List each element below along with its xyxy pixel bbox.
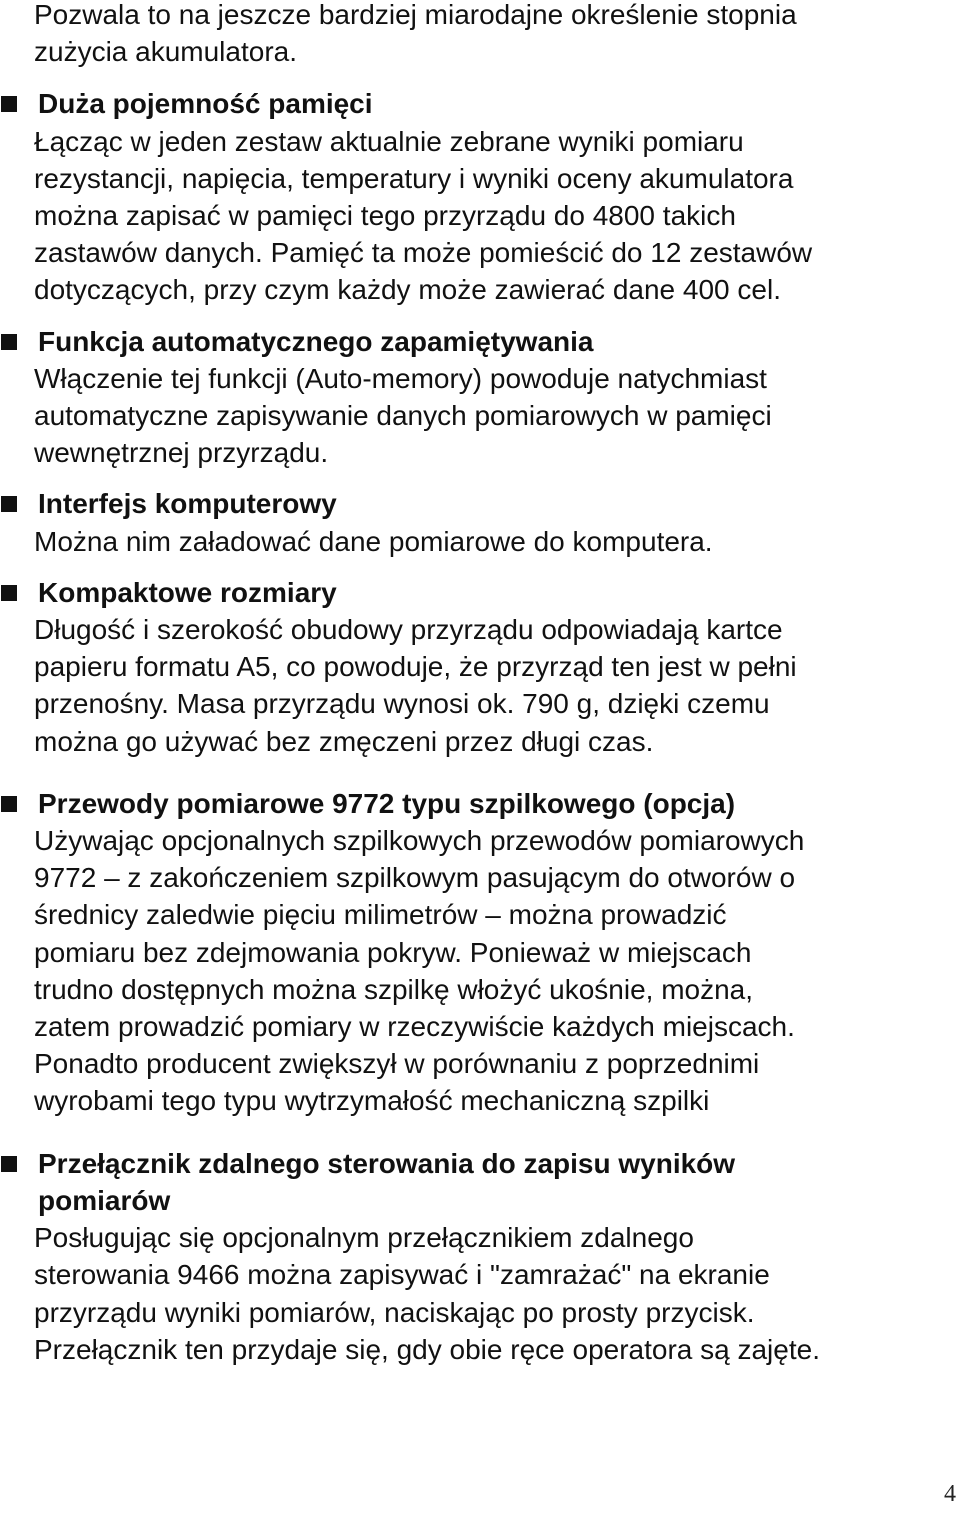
body-line: sterowania 9466 można zapisywać i "zamrażać" na ekranie — [34, 1259, 770, 1291]
body-line: przenośny. Masa przyrządu wynosi ok. 790 g, dzięki czemu — [34, 688, 770, 720]
body-line: zużycia akumulatora. — [34, 36, 298, 68]
feature-section-compact-size — [34, 574, 950, 760]
page-number: 4 — [944, 1481, 956, 1507]
body-line: trudno dostępnych można szpilkę włożyć ukośnie, można, — [34, 973, 754, 1005]
section-heading-text: Funkcja automatycznego zapamiętywania — [38, 325, 594, 357]
body-line: rezystancji, napięcia, temperatury i wyniki oceny akumulatora — [34, 162, 794, 194]
body-line: Włączenie tej funkcji (Auto-memory) powoduje natychmiast — [34, 362, 767, 394]
feature-section-memory-capacity — [34, 85, 950, 308]
section-heading-text: Duża pojemność pamięci — [38, 88, 373, 120]
feature-section-auto-memory — [34, 323, 950, 472]
section-heading-text: Przewody pomiarowe 9772 typu szpilkowego (opcja) — [38, 787, 736, 819]
body-line: Długość i szerokość obudowy przyrządu odpowiadają kartce — [34, 614, 783, 646]
body-line: automatyczne zapisywanie danych pomiarowych w pamięci — [34, 400, 772, 432]
section-heading — [34, 1145, 950, 1182]
body-line: zastawów danych. Pamięć ta może pomieścić do 12 zestawów — [34, 237, 813, 269]
body-line: Używając opcjonalnych szpilkowych przewodów pomiarowych — [34, 825, 805, 857]
intro-paragraph — [34, 0, 950, 70]
feature-section-computer-interface — [34, 485, 950, 559]
section-heading — [34, 323, 950, 360]
body-line: Pozwala to na jeszcze bardziej miarodajne określenie stopnia — [34, 0, 797, 30]
body-line: można go używać bez zmęczeni przez długi czas. — [34, 725, 654, 757]
body-line: Łącząc w jeden zestaw aktualnie zebrane wyniki pomiaru — [34, 125, 744, 157]
body-line: wewnętrznej przyrządu. — [34, 437, 329, 469]
section-heading-text: Kompaktowe rozmiary — [38, 576, 337, 608]
body-line: Ponadto producent zwiększył w porównaniu z poprzednimi — [34, 1048, 760, 1080]
section-heading — [34, 785, 950, 822]
feature-section-remote-switch — [34, 1145, 950, 1368]
section-heading-continuation: pomiarów — [38, 1184, 171, 1216]
body-line: 9772 – z zakończeniem szpilkowym pasującym do otworów o — [34, 862, 796, 894]
section-heading — [34, 485, 950, 522]
feature-section-pin-leads — [34, 785, 950, 1120]
body-line: papieru formatu A5, co powoduje, że przyrząd ten jest w pełni — [34, 651, 797, 683]
body-line: Posługując się opcjonalnym przełącznikiem zdalnego — [34, 1222, 694, 1254]
square-bullet-icon — [1, 585, 17, 601]
square-bullet-icon — [1, 334, 17, 350]
section-heading-text: Przełącznik zdalnego sterowania do zapisu wyników — [38, 1147, 736, 1179]
body-line: zatem prowadzić pomiary w rzeczywiście każdych miejscach. — [34, 1011, 795, 1043]
body-line: średnicy zaledwie pięciu milimetrów – można prowadzić — [34, 899, 727, 931]
document-page — [34, 0, 950, 1368]
square-bullet-icon — [1, 96, 17, 112]
section-heading — [34, 85, 950, 122]
square-bullet-icon — [1, 796, 17, 812]
body-line: pomiaru bez zdejmowania pokryw. Ponieważ w miejscach — [34, 936, 752, 968]
section-heading — [34, 574, 950, 611]
body-line: Można nim załadować dane pomiarowe do komputera. — [34, 525, 713, 557]
square-bullet-icon — [1, 496, 17, 512]
body-line: przyrządu wyniki pomiarów, naciskając po prosty przycisk. — [34, 1296, 755, 1328]
square-bullet-icon — [1, 1156, 17, 1172]
body-line: dotyczących, przy czym każdy może zawierać dane 400 cel. — [34, 274, 781, 306]
body-line: wyrobami tego typu wytrzymałość mechaniczną szpilki — [34, 1085, 710, 1117]
body-line: można zapisać w pamięci tego przyrządu do 4800 takich — [34, 200, 736, 232]
body-line: Przełącznik ten przydaje się, gdy obie ręce operatora są zajęte. — [34, 1333, 820, 1365]
section-heading-text: Interfejs komputerowy — [38, 488, 337, 520]
